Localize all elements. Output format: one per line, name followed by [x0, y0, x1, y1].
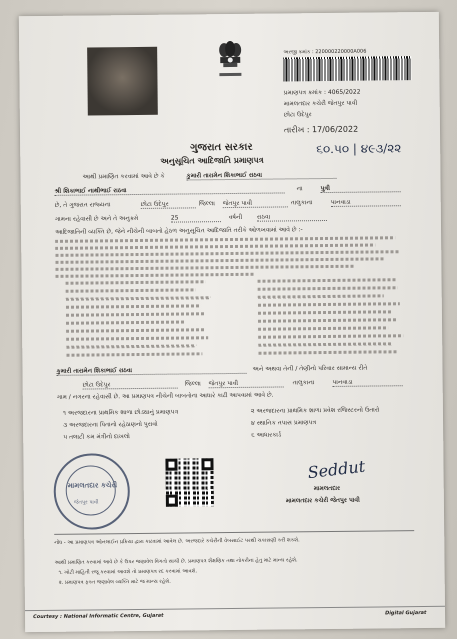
basis-item-2: ૨ અરજદારના પ્રાથમિક શાળા પ્રવેશ રજિસ્ટરનો ઉતારો — [250, 406, 380, 415]
residence-family-text: અને અથવા તેની / તેણીનો પરિવાર સામાન્ય રીતે — [252, 364, 368, 373]
residence-village: પાનવાડા — [333, 378, 403, 387]
residence-tail-line: ગામ / નગરના રહેવાસી છે. આ પ્રમાણપત્ર નીચેની બાબતોના આધારે કાઢી આપવામાં આવે છે. — [56, 391, 274, 401]
tribe-value: રાઠવા — [257, 213, 327, 222]
orders-list-left — [66, 280, 217, 362]
note-3: ૧. ખોટી માહિતી રજૂ કરવામાં આવશે તો પ્રમાણપત્ર રદ કરવામાં આવશે. — [58, 568, 198, 576]
note-4: ૨. પ્રમાણપત્ર ફક્ત જણાવેલ વ્યક્તિ માટે જ માન્ય રહેશે. — [58, 578, 171, 586]
age-label: ગામના રહેવાસી છે અને તે અનુક્રમે — [54, 214, 139, 223]
basis-item-5: ૫ તલાટી કમ મંત્રીનો દાખલો — [63, 433, 130, 441]
taluka-label: જિલ્લા — [198, 200, 215, 208]
basis-item-6: ૬ આધારકાર્ડ — [251, 431, 282, 439]
national-emblem-icon — [215, 40, 245, 82]
footer-brand: Digital Gujarat — [385, 609, 427, 617]
relation-label: ના — [296, 185, 303, 193]
taluka-value: જેતપુર પાવી — [223, 199, 288, 208]
handwritten-number: ૬૦.૫૦ | ૪૯૩/૨૨ — [316, 141, 402, 157]
residence-taluka-label: જિલ્લા — [184, 380, 201, 388]
residence-district: છોટા ઉદેપુર — [83, 381, 178, 390]
basis-item-1: ૧ અરજદારના પ્રાથમિક શાળા છોડ્યાનું પ્રમાણપત્ર — [62, 408, 179, 417]
certificate-title: અનુસૂચિત આદિજાતિ પ્રમાણપત્ર — [160, 155, 264, 166]
residence-village-label: તાલુકાના — [292, 379, 315, 387]
applicant-photo — [87, 47, 158, 116]
age-value: 25 — [171, 214, 221, 223]
notes-divider — [54, 530, 414, 535]
note-1: નોંધ - આ પ્રમાણપત્ર ઓનલાઈન પ્રક્રિયા દ્વારા કાઢવામાં આવેલ છે. અરજદારે કચેરીની વેબસાઈટ પરથી ચકાસણી કરી શકશે. — [54, 537, 300, 546]
footer-courtesy: Courtesy : National Informatic Centre, Gujarat — [33, 612, 164, 621]
official-seal — [53, 453, 130, 530]
signatory-office: મામલતદાર કચેરી જેતપુર પાવી — [285, 496, 360, 505]
father-name: શ્રી શિકાભાઈ નાથીભાઈ રાઠવા — [55, 185, 285, 195]
relation-value: પુત્રી — [321, 184, 401, 193]
certificate-page — [19, 12, 445, 632]
orders-list-right — [258, 278, 409, 360]
basis-item-4: ૪ સ્થાનિક તપાસ પ્રમાણપત્ર — [251, 419, 317, 427]
village-label: તાલુકાના — [290, 199, 313, 207]
seal-subtext: જેતપુર પાવી — [73, 499, 99, 506]
issuing-office: મામલતદાર કચેરી જેતપુર પાવી — [283, 99, 358, 108]
government-title: ગુજરાત સરકાર — [190, 141, 253, 154]
district-value: છોટા ઉદેપુર — [141, 200, 196, 209]
certify-line: આથી પ્રમાણિત કરવામાં આવે છે કે — [82, 172, 165, 181]
certificate-number: પ્રમાણપત્ર ક્રમાંક : 4065/2022 — [283, 88, 361, 97]
issue-date: તારીખ : 17/06/2022 — [283, 124, 359, 135]
tribe-line: આદિજાતિની વ્યક્તિ છે, જેને નીચેની બાબતો હેઠળ અનુસૂચિત આદિજાતિ તરીકે ઓળખવામાં આવે છે :- — [55, 226, 303, 236]
barcode — [283, 56, 411, 81]
holder-name: કુમારી તારામેન શિકાભાઈ રાઠવા — [186, 171, 336, 181]
village-value: પાનવાડા — [331, 198, 401, 207]
application-number: અરજી ક્રમાંક : 220000220000A006 — [283, 48, 367, 56]
issuing-place: છોટા ઉદેપુર — [283, 111, 312, 119]
age-unit: વર્ષની — [228, 213, 243, 222]
seal-text: મામલતદાર કચેરી — [67, 481, 118, 490]
officer-signature: Seddut — [306, 456, 367, 483]
basis-item-3: ૩ અરજદારના પિતાનો રહેઠાણનો પુરાવો — [63, 420, 158, 429]
residence-taluka: જેતપુર પાવી — [209, 379, 284, 388]
qr-code — [165, 458, 214, 507]
signatory-title: મામલતદાર — [313, 484, 341, 493]
note-2: આથી પ્રમાણિત કરવામાં આવે છે કે ઉપર જણાવેલ વિગતો સાચી છે. પ્રમાણપત્ર શૈક્ષણિક તથા નોકરીના હેતુ માટે માન્ય રહેશે. — [54, 557, 298, 566]
resident-label: છે, તે ગુજરાત રાજ્યના — [54, 201, 111, 209]
residence-holder-name: કુમારી તારામેન શિકાભાઈ રાઠવા — [56, 366, 246, 376]
legal-references — [55, 236, 405, 278]
